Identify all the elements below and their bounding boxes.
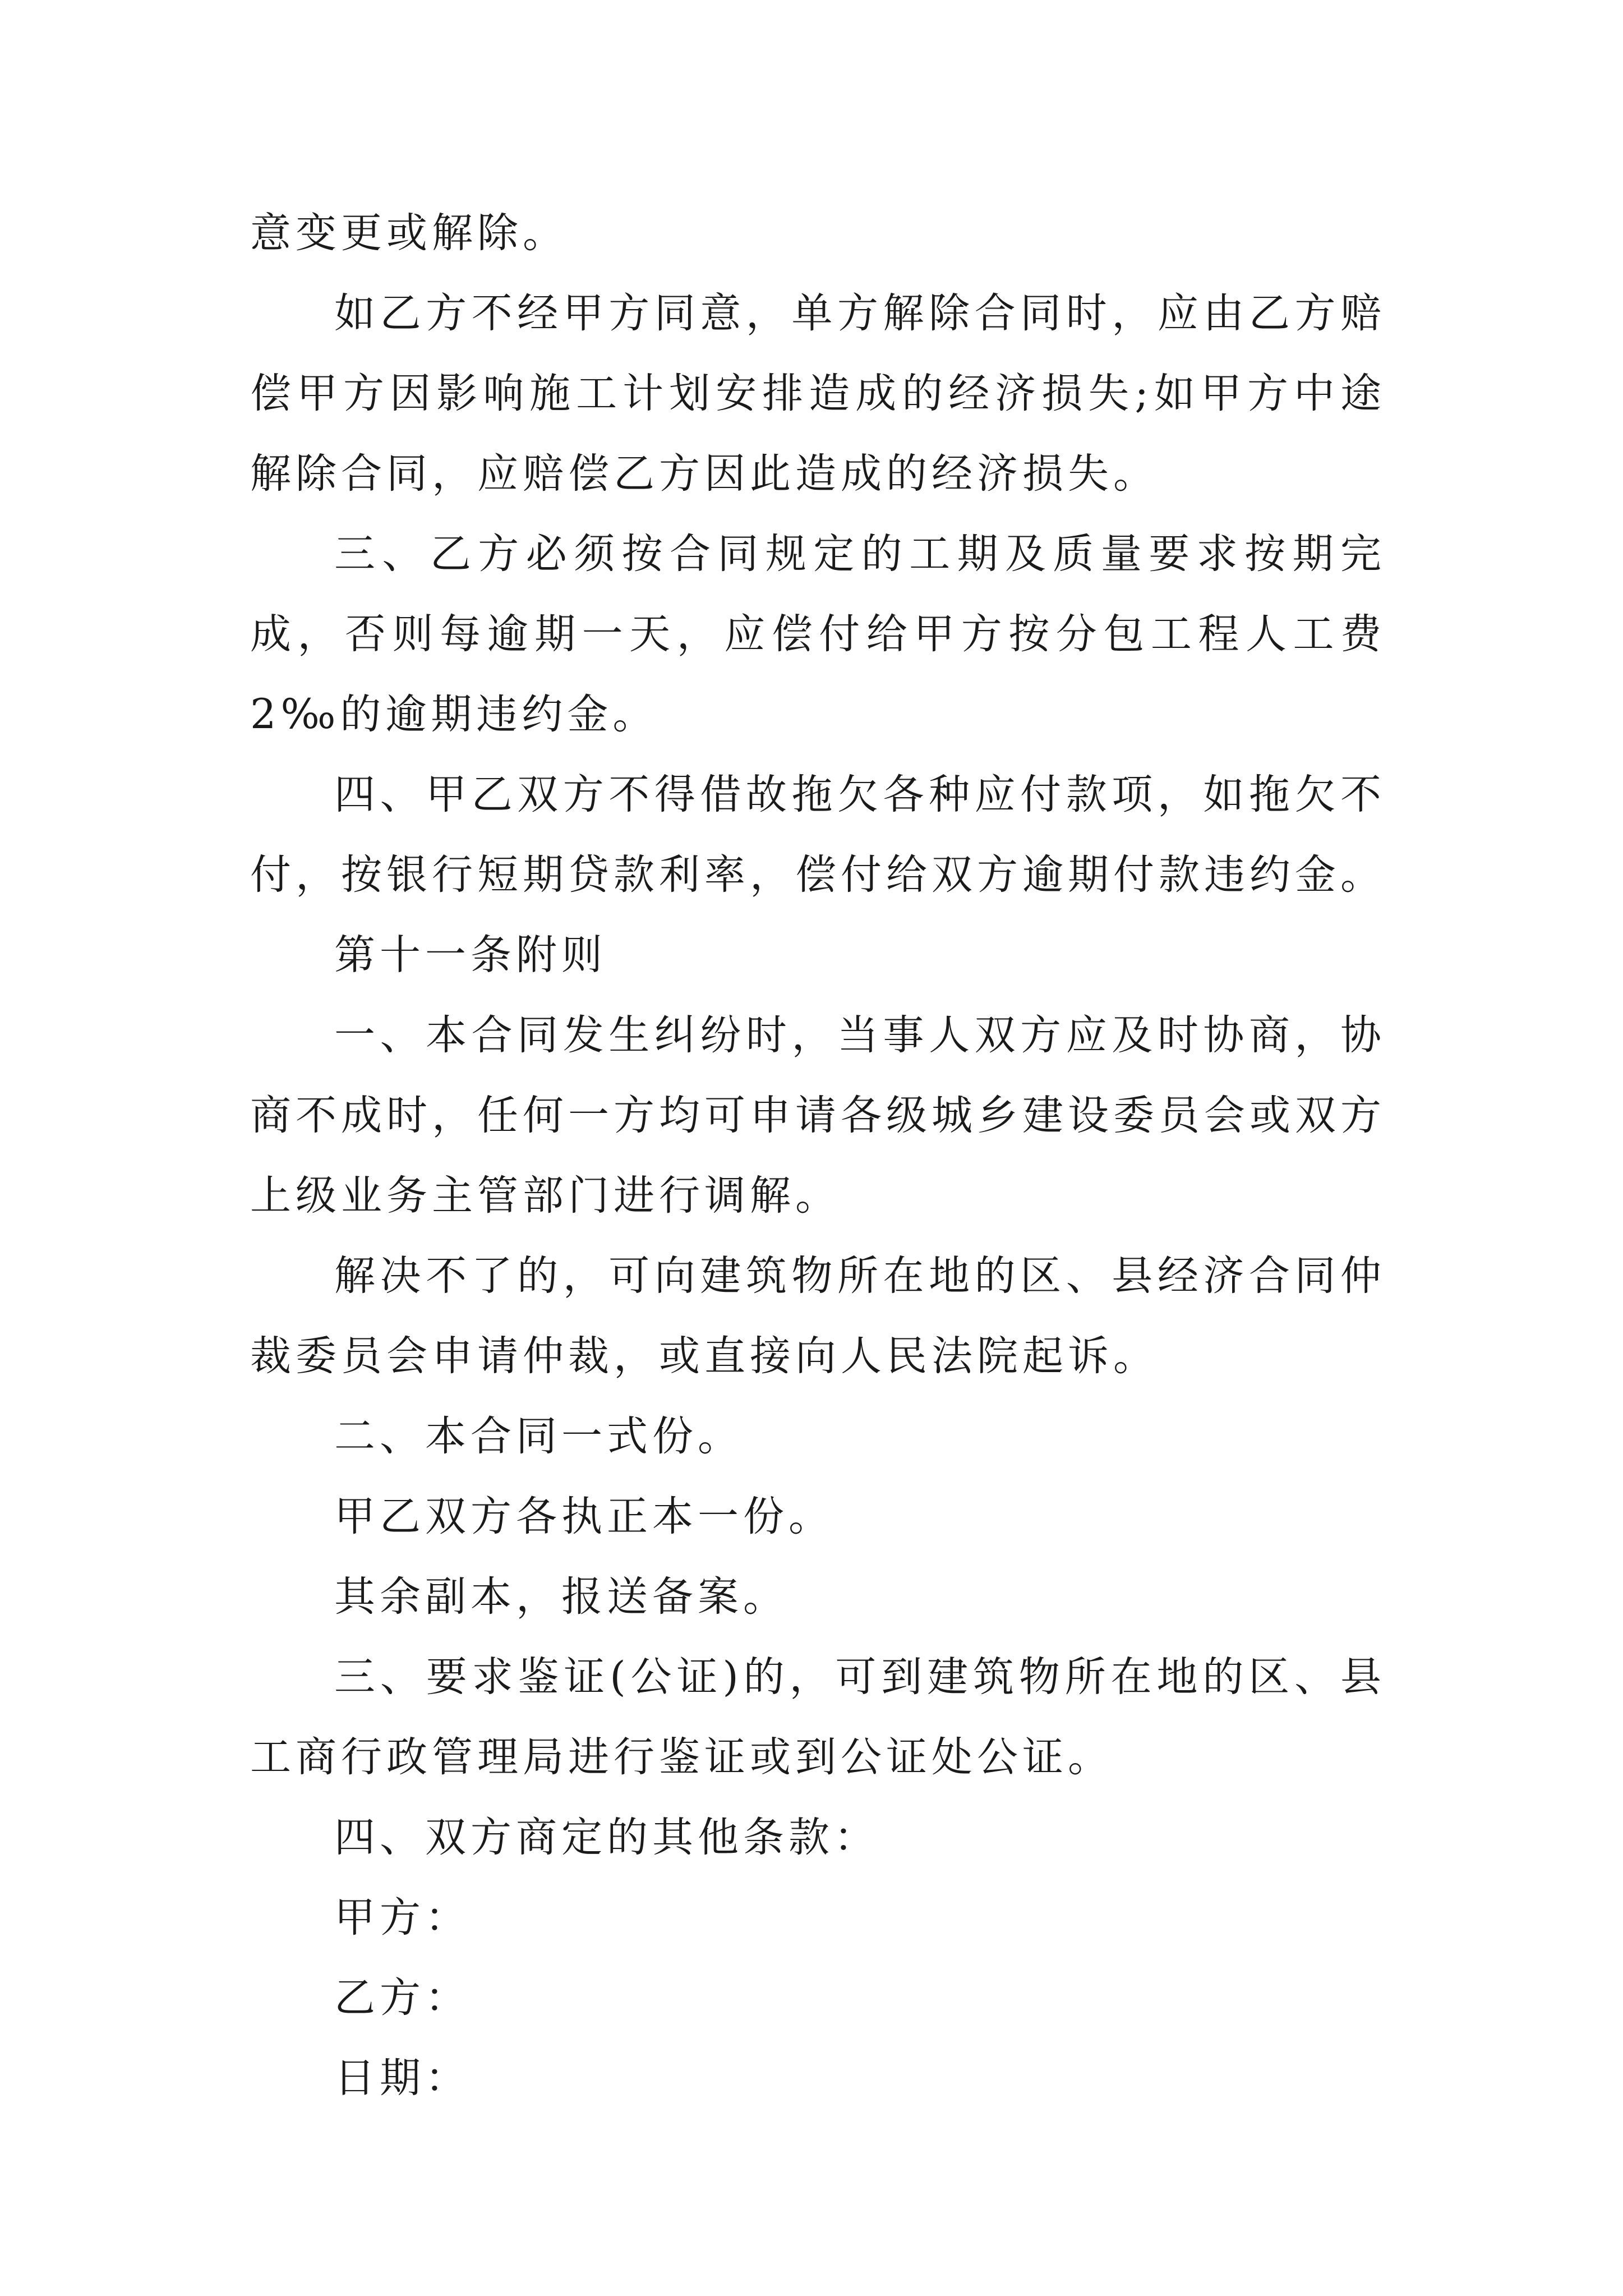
paragraph-arbitration: 解决不了的，可向建筑物所在地的区、县经济合同仲裁委员会申请仲裁，或直接向人民法院起诉。: [250, 1252, 1386, 1380]
signature-date: 日期：: [334, 2054, 471, 2102]
paragraph-notarization: 三、要求鉴证(公证)的，可到建筑物所在地的区、县工商行政管理局进行鉴证或到公证处公证。: [250, 1653, 1386, 1781]
document-page: [250, 193, 1386, 2118]
signature-party-a: 甲方：: [334, 1894, 471, 1941]
section-heading-article-11: 第十一条附则: [334, 931, 607, 979]
signature-party-b: 乙方：: [334, 1974, 471, 2022]
paragraph-unilateral-termination: 如乙方不经甲方同意，单方解除合同时，应由乙方赔偿甲方因影响施工计划安排造成的经济损失;如甲方中途解除合同，应赔偿乙方因此造成的经济损失。: [250, 289, 1386, 498]
paragraph-clause-3-delay-penalty: 三、乙方必须按合同规定的工期及质量要求按期完成，否则每逾期一天，应偿付给甲方按分包工程人工费2‰的逾期违约金。: [250, 530, 1386, 738]
paragraph-other-terms: 四、双方商定的其他条款：: [334, 1814, 879, 1861]
paragraph-clause-4-payment-arrears: 四、甲乙双方不得借故拖欠各种应付款项，如拖欠不付，按银行短期贷款利率，偿付给双方逾期付款违约金。: [250, 771, 1386, 899]
paragraph-originals: 甲乙双方各执正本一份。: [334, 1493, 834, 1540]
paragraph-duplicates: 其余副本，报送备案。: [334, 1573, 789, 1621]
paragraph-continuation: 意变更或解除。: [250, 209, 568, 257]
paragraph-copies: 二、本合同一式份。: [334, 1412, 743, 1460]
paragraph-dispute-mediation: 一、本合同发生纠纷时，当事人双方应及时协商，协商不成时，任何一方均可申请各级城乡建设委员会或双方上级业务主管部门进行调解。: [250, 1011, 1386, 1220]
